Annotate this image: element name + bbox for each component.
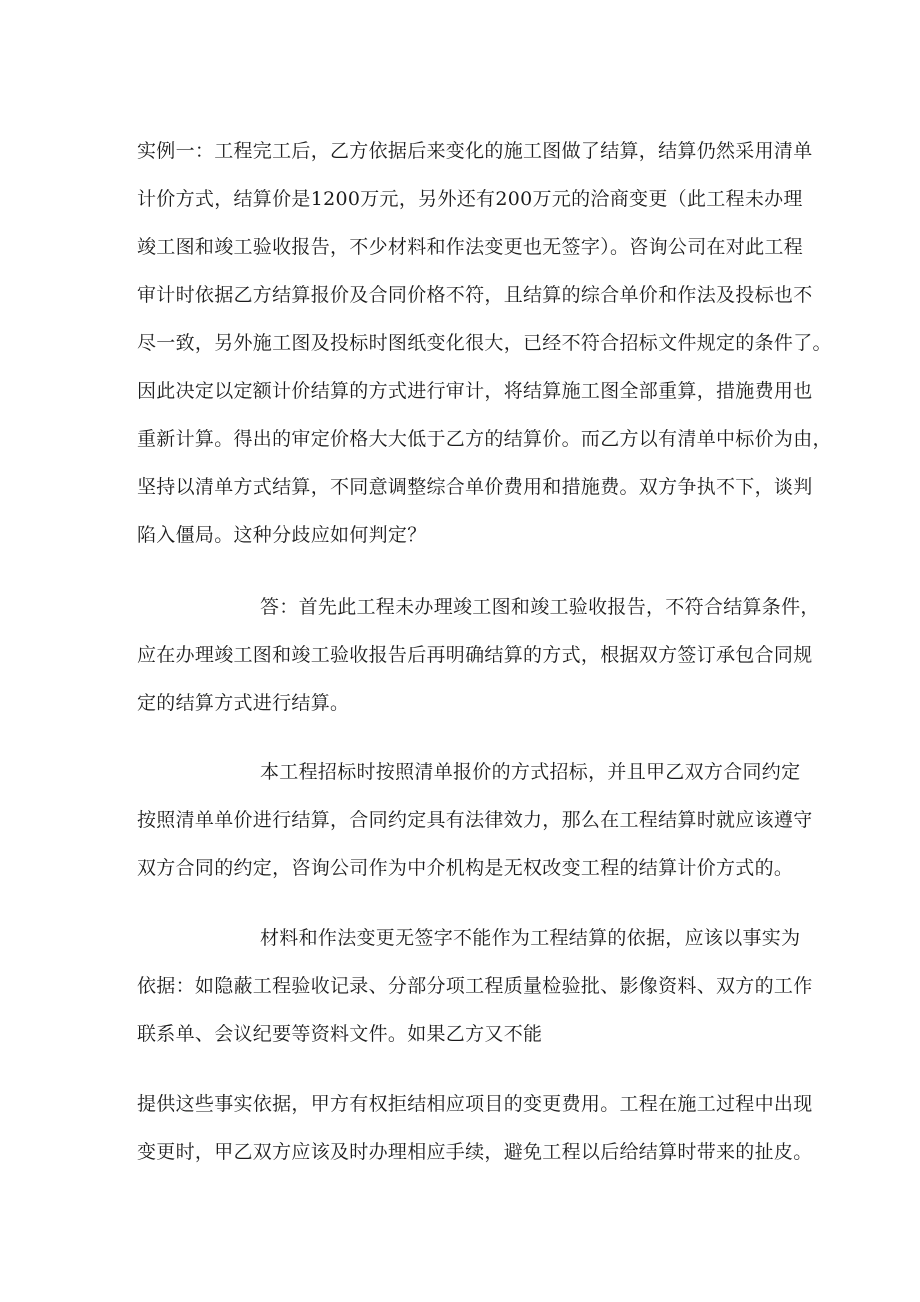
paragraph-example [137,127,832,559]
text-line: 本工程招标时按照清单报价的方式招标，并且甲乙双方合同约定 [260,761,801,783]
text-line: 应在办理竣工图和竣工验收报告后再明确结算的方式，根据双方签订承包合同规 [137,644,813,666]
paragraph-materials [137,914,813,1058]
text-line: 变更时，甲乙双方应该及时办理相应手续，避免工程以后给结算时带来的扯皮。 [137,1141,813,1163]
text-line: 竣工图和竣工验收报告，不少材料和作法变更也无签字）。咨询公司在对此工程 [137,236,804,258]
text-line: 审计时依据乙方结算报价及合同价格不符，且结算的综合单价和作法及投标也不 [137,284,813,306]
text-line: 联系单、会议纪要等资料文件。如果乙方又不能 [137,1023,543,1045]
text-line: 坚持以清单方式结算，不同意调整综合单价费用和措施费。双方争执不下，谈判 [137,476,813,498]
text-line: 依据：如隐蔽工程验收记录、分部分项工程质量检验批、影像资料、双方的工作 [137,975,813,997]
text-line: 重新计算。得出的审定价格大大低于乙方的结算价。而乙方以有清单中标价为由， [137,428,832,450]
text-line: 双方合同的约定，咨询公司作为中介机构是无权改变工程的结算计价方式的。 [137,857,794,879]
paragraph-answer [137,583,820,727]
text-line: 答：首先此工程未办理竣工图和竣工验收报告，不符合结算条件， [260,596,820,618]
text-line: 按照清单单价进行结算，合同约定具有法律效力，那么在工程结算时就应该遵守 [137,809,813,831]
text-line: 提供这些事实依据，甲方有权拒结相应项目的变更费用。工程在施工过程中出现 [137,1093,813,1115]
text-line: 实例一：工程完工后，乙方依据后来变化的施工图做了结算，结算仍然采用清单 [137,140,813,162]
text-line: 材料和作法变更无签字不能作为工程结算的依据，应该以事实为 [260,927,801,949]
paragraph-contract [137,748,813,892]
text-line: 陷入僵局。这种分歧应如何判定？ [137,524,427,546]
text-line: 因此决定以定额计价结算的方式进行审计，将结算施工图全部重算，措施费用也 [137,380,813,402]
text-line: 定的结算方式进行结算。 [137,692,350,714]
text-line: 计价方式，结算价是1200万元，另外还有200万元的洽商变更（此工程未办理 [137,188,803,210]
paragraph-conclusion [137,1080,813,1176]
text-line: 尽一致，另外施工图及投标时图纸变化很大，已经不符合招标文件规定的条件了。 [137,332,832,354]
